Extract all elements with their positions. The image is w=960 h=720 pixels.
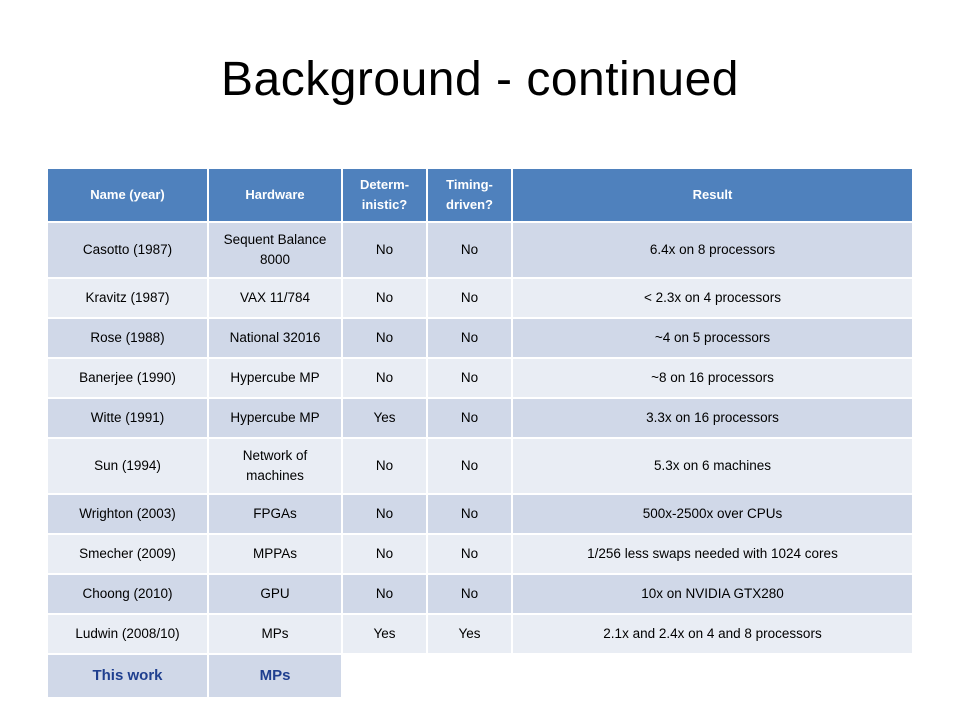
- cell-timing-driven: No: [427, 438, 512, 494]
- cell-name-year: Ludwin (2008/10): [47, 614, 208, 654]
- cell-hardware: Hypercube MP: [208, 358, 342, 398]
- table-row: [47, 574, 913, 614]
- cell-name-year: Sun (1994): [47, 438, 208, 494]
- table-row: [47, 534, 913, 574]
- cell-name-year: Rose (1988): [47, 318, 208, 358]
- cell-deterministic: No: [342, 574, 427, 614]
- cell-name-year: Wrighton (2003): [47, 494, 208, 534]
- cell-name-year: Witte (1991): [47, 398, 208, 438]
- header-result: Result: [512, 168, 913, 222]
- cell-hardware: GPU: [208, 574, 342, 614]
- cell-hardware: Sequent Balance 8000: [208, 222, 342, 278]
- header-row: [47, 168, 913, 222]
- cell-hardware: MPs: [208, 614, 342, 654]
- cell-deterministic: Yes: [342, 398, 427, 438]
- cell-deterministic: No: [342, 534, 427, 574]
- this-work-name: This work: [47, 654, 208, 698]
- cell-deterministic: Yes: [342, 614, 427, 654]
- table-row: [47, 358, 913, 398]
- cell-hardware: National 32016: [208, 318, 342, 358]
- cell-hardware: FPGAs: [208, 494, 342, 534]
- table-row: [47, 398, 913, 438]
- cell-result: 500x-2500x over CPUs: [512, 494, 913, 534]
- cell-timing-driven: No: [427, 222, 512, 278]
- cell-deterministic: No: [342, 358, 427, 398]
- cell-result: 6.4x on 8 processors: [512, 222, 913, 278]
- table-row: [47, 222, 913, 278]
- cell-name-year: Smecher (2009): [47, 534, 208, 574]
- cell-hardware: Hypercube MP: [208, 398, 342, 438]
- cell-deterministic: No: [342, 222, 427, 278]
- cell-result: 10x on NVIDIA GTX280: [512, 574, 913, 614]
- this-work-row: [47, 654, 913, 698]
- cell-name-year: Kravitz (1987): [47, 278, 208, 318]
- cell-result: 2.1x and 2.4x on 4 and 8 processors: [512, 614, 913, 654]
- header-name-year: Name (year): [47, 168, 208, 222]
- header-timing-driven: Timing- driven?: [427, 168, 512, 222]
- table-row: [47, 494, 913, 534]
- cell-result: 3.3x on 16 processors: [512, 398, 913, 438]
- cell-result: 1/256 less swaps needed with 1024 cores: [512, 534, 913, 574]
- cell-hardware: MPPAs: [208, 534, 342, 574]
- table-row: [47, 318, 913, 358]
- cell-name-year: Casotto (1987): [47, 222, 208, 278]
- table-row: [47, 278, 913, 318]
- table-row: [47, 438, 913, 494]
- cell-timing-driven: No: [427, 358, 512, 398]
- cell-result: ~8 on 16 processors: [512, 358, 913, 398]
- header-hardware: Hardware: [208, 168, 342, 222]
- cell-result: ~4 on 5 processors: [512, 318, 913, 358]
- cell-name-year: Choong (2010): [47, 574, 208, 614]
- cell-timing-driven: No: [427, 494, 512, 534]
- cell-result: 5.3x on 6 machines: [512, 438, 913, 494]
- cell-hardware: Network of machines: [208, 438, 342, 494]
- cell-timing-driven: No: [427, 534, 512, 574]
- cell-timing-driven: Yes: [427, 614, 512, 654]
- cell-name-year: Banerjee (1990): [47, 358, 208, 398]
- cell-deterministic: No: [342, 494, 427, 534]
- slide-title: Background - continued: [221, 53, 739, 106]
- this-work-hardware: MPs: [208, 654, 342, 698]
- header-deterministic: Determ- inistic?: [342, 168, 427, 222]
- cell-hardware: VAX 11/784: [208, 278, 342, 318]
- cell-timing-driven: No: [427, 398, 512, 438]
- cell-timing-driven: No: [427, 574, 512, 614]
- cell-deterministic: No: [342, 438, 427, 494]
- cell-timing-driven: No: [427, 278, 512, 318]
- cell-result: < 2.3x on 4 processors: [512, 278, 913, 318]
- blank-cell: [342, 654, 913, 698]
- table-row: [47, 614, 913, 654]
- cell-deterministic: No: [342, 318, 427, 358]
- cell-timing-driven: No: [427, 318, 512, 358]
- cell-deterministic: No: [342, 278, 427, 318]
- background-table: [46, 167, 914, 699]
